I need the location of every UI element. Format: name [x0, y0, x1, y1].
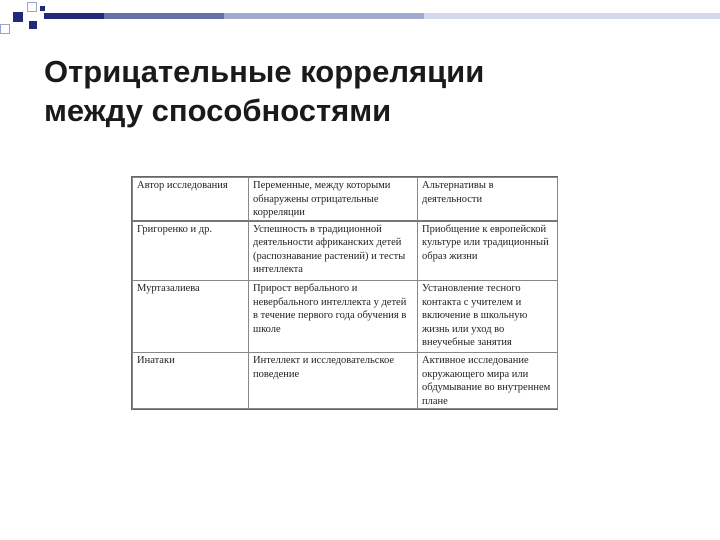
slide-title-line-2: между способностями	[44, 93, 392, 128]
decor-gradient-line	[44, 13, 720, 19]
correlations-table	[131, 176, 558, 410]
cell-alternatives: Установление тесного контакта с учителем и включение в школьную жизнь или уход во внеучебные занятия	[418, 281, 558, 353]
header-variables: Переменные, между которыми обнаружены отрицательные корреляции	[249, 178, 418, 221]
table-row	[133, 353, 558, 409]
cell-author: Григоренко и др.	[133, 221, 249, 281]
header-author: Автор исследования	[133, 178, 249, 221]
decorative-header	[0, 0, 720, 40]
decor-square-dark-2	[29, 21, 37, 29]
decor-square-outline-1	[27, 2, 37, 12]
cell-variables: Интеллект и исследовательское поведение	[249, 353, 418, 409]
header-alternatives: Альтернативы в деятельности	[418, 178, 558, 221]
table-row	[133, 221, 558, 281]
slide-title-line-1: Отрицательные корреляции	[44, 54, 485, 89]
decor-square-outline-2	[0, 24, 10, 34]
table-grid	[132, 177, 558, 409]
cell-alternatives: Приобщение к европейской культуре или традиционный образ жизни	[418, 221, 558, 281]
decor-square-dark-3	[40, 6, 45, 11]
table-header-row	[133, 178, 558, 221]
cell-author: Муртазалиева	[133, 281, 249, 353]
cell-variables: Прирост вербального и невербального интеллекта у детей в течение первого года обучения в школе	[249, 281, 418, 353]
cell-author: Инатаки	[133, 353, 249, 409]
decor-square-dark-1	[13, 12, 23, 22]
table-row	[133, 281, 558, 353]
cell-alternatives: Активное исследование окружающего мира или обдумывание во внутреннем плане	[418, 353, 558, 409]
slide-title	[44, 52, 684, 130]
cell-variables: Успешность в традиционной деятельности африканских детей (распознавание растений) и тесты интеллекта	[249, 221, 418, 281]
